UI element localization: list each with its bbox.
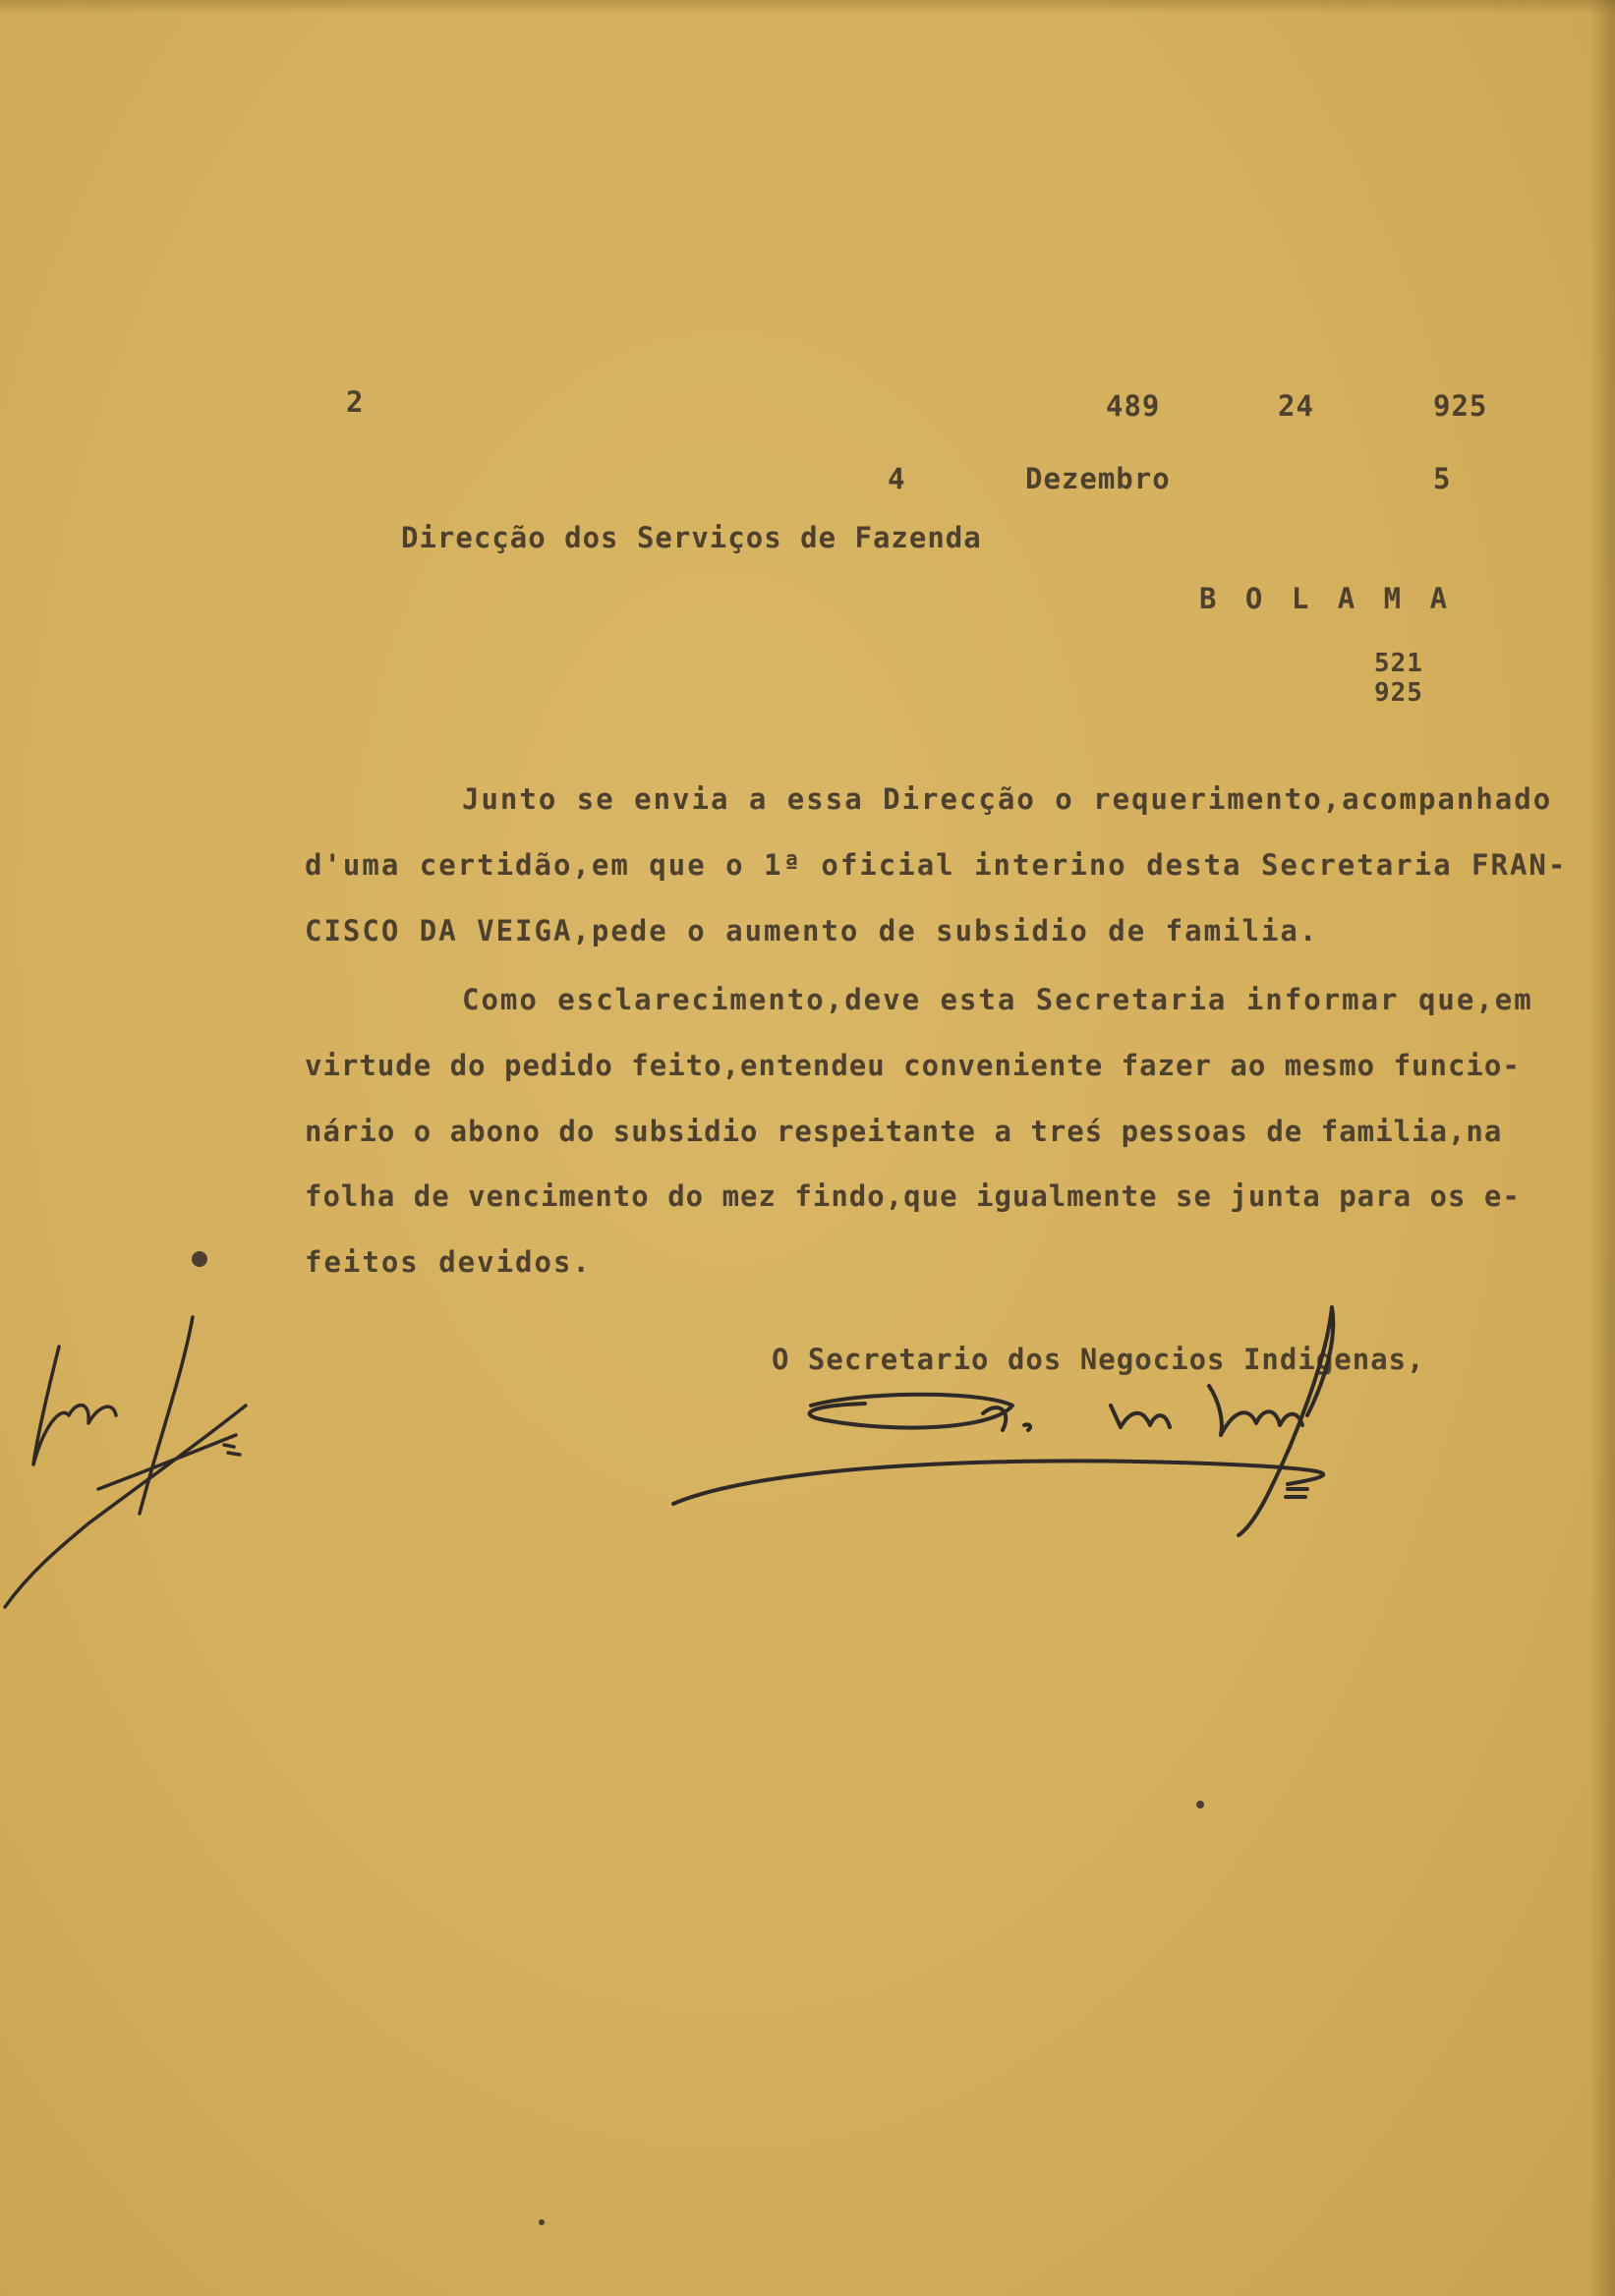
- date-month: Dezembro: [1025, 462, 1171, 495]
- recipient-name: Direcção dos Serviços de Fazenda: [401, 521, 982, 554]
- body-line-4: Como esclarecimento,deve esta Secretaria informar que,em: [462, 983, 1533, 1016]
- date-number: 5: [1433, 462, 1452, 495]
- ink-speck: [192, 1251, 207, 1267]
- body-line-7: folha de vencimento do mez findo,que igualmente se junta para os e-: [305, 1179, 1521, 1213]
- ref-number: 489: [1106, 389, 1161, 423]
- page-edge-top: [0, 0, 1615, 14]
- ink-speck: [1196, 1801, 1204, 1808]
- body-line-1: Junto se envia a essa Direcção o requerimento,acompanhado: [462, 782, 1553, 816]
- body-line-2: d'uma certidão,em que o 1ª oficial interino desta Secretaria FRAN-: [305, 848, 1568, 882]
- recipient-city: B O L A M A: [1199, 582, 1454, 615]
- recipient-ref-bottom: 925: [1374, 678, 1423, 708]
- body-line-3: CISCO DA VEIGA,pede o aumento de subsidio de familia.: [305, 914, 1319, 947]
- ref-day: 24: [1278, 389, 1314, 423]
- page-edge-right: [1589, 0, 1615, 2296]
- recipient-ref-top: 521: [1374, 649, 1423, 678]
- handwritten-initials-left: [0, 1307, 265, 1622]
- date-day: 4: [888, 462, 906, 495]
- ref-left: 2: [346, 385, 365, 419]
- signatory-title: O Secretario dos Negocios Indigenas,: [772, 1343, 1425, 1376]
- ink-speck: [539, 2219, 545, 2225]
- body-line-8: feitos devidos.: [305, 1245, 592, 1279]
- body-line-6: nário o abono do subsidio respeitante a treś pessoas de familia,na: [305, 1115, 1503, 1148]
- handwritten-signature-right: [659, 1297, 1406, 1553]
- body-line-5: virtude do pedido feito,entendeu conveniente fazer ao mesmo funcio-: [305, 1049, 1521, 1082]
- ref-year: 925: [1433, 389, 1488, 423]
